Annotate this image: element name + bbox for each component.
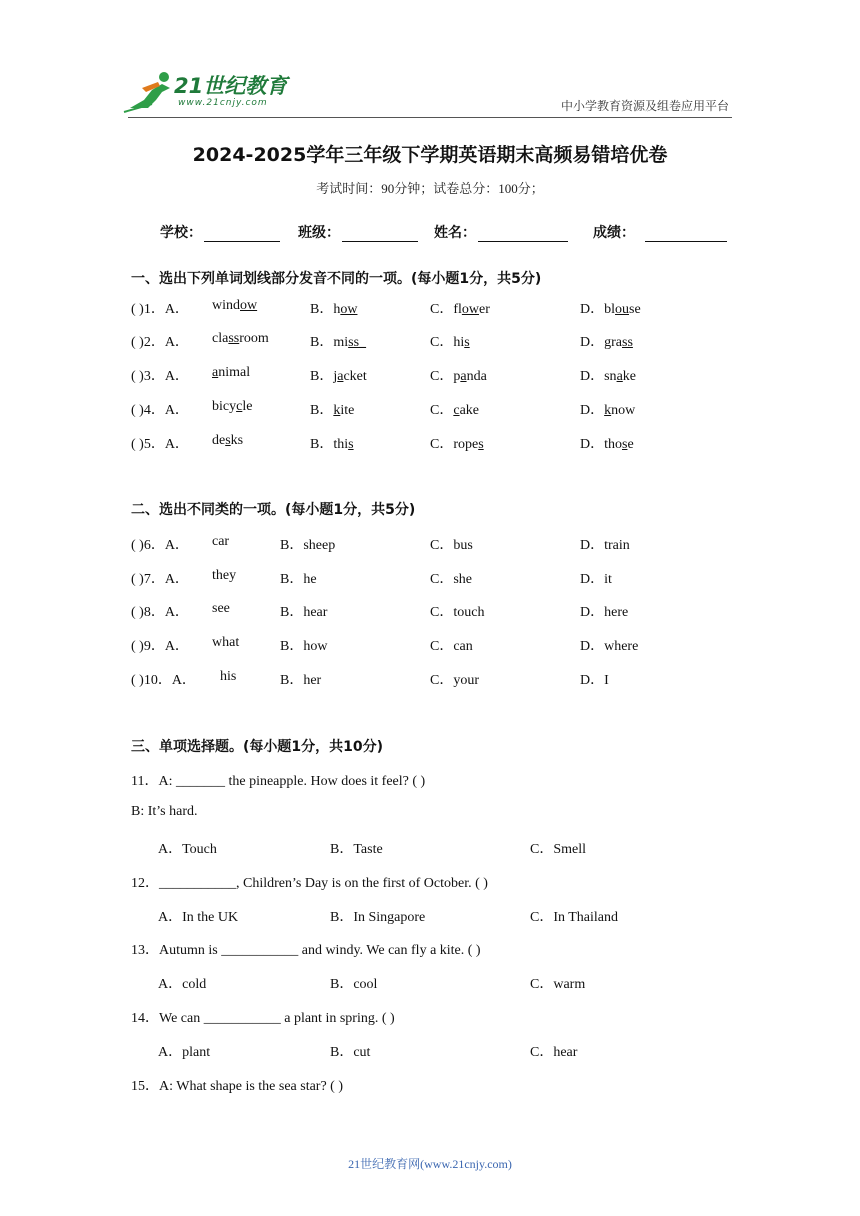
option-text: C．fl — [430, 302, 462, 317]
q12-option-a[interactable]: A．In the UK — [158, 910, 239, 925]
option-a[interactable]: car — [212, 534, 230, 549]
phonics-option[interactable] — [310, 298, 357, 318]
option-b[interactable]: B．hear — [280, 605, 328, 620]
underlined-letters: s — [225, 433, 231, 448]
question-number: ( )8．A． — [131, 605, 189, 620]
question-number: ( )7．A． — [131, 572, 189, 587]
q12-option-b[interactable]: B．In Singapore — [330, 910, 426, 925]
option-text: B．thi — [310, 437, 349, 452]
option-text: B．j — [310, 369, 338, 384]
underlined-letters: ss_ — [348, 335, 367, 350]
q11-option-b[interactable]: B．Taste — [330, 842, 383, 857]
phonics-option[interactable] — [430, 365, 487, 385]
section-2-title: 二、选出不同类的一项。(每小题1分，共5分) — [131, 502, 416, 518]
underlined-letters: ou — [615, 302, 629, 317]
option-text: nimal — [218, 365, 251, 380]
q12-option-c[interactable]: C．In Thailand — [530, 910, 619, 925]
underlined-letters: s — [478, 437, 484, 452]
logo-text: 21世纪教育 — [174, 74, 288, 98]
class-label: 班级： — [298, 225, 340, 241]
class-blank[interactable] — [342, 227, 418, 242]
question-13: 13．Autumn is ___________ and windy. We can fly a kite. ( ) — [131, 943, 481, 958]
option-text: D．gra — [580, 335, 622, 350]
question-number: ( )6．A． — [131, 538, 189, 553]
q14-option-a[interactable]: A．plant — [158, 1045, 211, 1060]
question-15: 15．A: What shape is the sea star? ( ) — [131, 1079, 344, 1094]
name-field[interactable] — [434, 222, 568, 242]
option-text: cla — [212, 331, 229, 346]
option-text: nda — [466, 369, 487, 384]
phonics-option[interactable] — [580, 365, 636, 385]
q11-option-c[interactable]: C．Smell — [530, 842, 587, 857]
phonics-option[interactable] — [430, 298, 490, 318]
underlined-letters: ow — [340, 302, 358, 317]
option-c[interactable]: C．she — [430, 572, 472, 587]
runner-logo-icon — [122, 70, 178, 114]
option-text: B．mi — [310, 335, 349, 350]
option-text: D． — [580, 403, 605, 418]
option-text: B．h — [310, 302, 341, 317]
underlined-letters: a — [337, 369, 344, 384]
underlined-letters: s — [348, 437, 354, 452]
question-number: ( )10．A． — [131, 673, 196, 688]
question-number: ( )3．A． — [131, 369, 189, 384]
section-1-title: 一、选出下列单词划线部分发音不同的一项。(每小题1分，共5分) — [131, 271, 542, 287]
phonics-option[interactable] — [310, 365, 367, 385]
underlined-letters: ss — [228, 331, 240, 346]
option-text: se — [629, 302, 641, 317]
phonics-option[interactable] — [212, 365, 250, 381]
q13-option-a[interactable]: A．cold — [158, 977, 207, 992]
option-text: wind — [212, 298, 240, 313]
option-c[interactable]: C．your — [430, 673, 479, 688]
score-label: 成绩： — [593, 225, 635, 241]
name-label: 姓名： — [434, 225, 476, 241]
underlined-letters: a — [212, 365, 219, 380]
phonics-option[interactable] — [580, 433, 634, 453]
option-d[interactable]: D．I — [580, 673, 609, 688]
phonics-option[interactable] — [212, 298, 257, 314]
option-d[interactable]: D．it — [580, 572, 612, 587]
option-text: C．p — [430, 369, 461, 384]
option-text: B． — [310, 403, 334, 418]
phonics-option[interactable] — [580, 298, 641, 318]
question-14: 14．We can ___________ a plant in spring. ( ) — [131, 1011, 395, 1026]
phonics-option[interactable] — [212, 433, 243, 449]
question-11: 11．A: _______ the pineapple. How does it feel? ( ) — [131, 774, 426, 789]
option-a[interactable]: see — [212, 601, 230, 616]
phonics-option[interactable] — [430, 331, 470, 351]
footer-site[interactable]: 21世纪教育网(www.21cnjy.com) — [348, 1157, 512, 1171]
option-text: now — [611, 403, 636, 418]
option-a[interactable]: they — [212, 568, 237, 583]
phonics-option[interactable] — [580, 331, 633, 351]
option-b[interactable]: B．he — [280, 572, 317, 587]
option-text: C． — [430, 403, 454, 418]
logo — [122, 70, 292, 114]
option-text: bicy — [212, 399, 237, 414]
school-field[interactable] — [160, 222, 280, 242]
option-text: e — [627, 437, 634, 452]
q13-option-b[interactable]: B．cool — [330, 977, 378, 992]
q11-option-a[interactable]: A．Touch — [158, 842, 217, 857]
question-number: ( )4．A． — [131, 403, 189, 418]
phonics-option[interactable] — [310, 399, 354, 419]
page-title: 2024-2025学年三年级下学期英语期末高频易错培优卷 — [192, 144, 668, 166]
school-blank[interactable] — [204, 227, 280, 242]
underlined-letters: s — [622, 437, 628, 452]
option-c[interactable]: C．can — [430, 639, 473, 654]
option-text: C．hi — [430, 335, 465, 350]
option-text: ks — [230, 433, 244, 448]
underlined-letters: k — [604, 403, 612, 418]
q13-option-c[interactable]: C．warm — [530, 977, 586, 992]
option-text: room — [239, 331, 269, 346]
header-divider — [128, 117, 732, 118]
underlined-letters: k — [333, 403, 341, 418]
section-3-title: 三、单项选择题。(每小题1分，共10分) — [131, 739, 384, 755]
question-number: ( )2．A． — [131, 335, 189, 350]
class-field[interactable] — [298, 222, 418, 242]
question-number: ( )9．A． — [131, 639, 189, 654]
name-blank[interactable] — [478, 227, 568, 242]
school-label: 学校： — [160, 225, 202, 241]
underlined-letters: ow — [461, 302, 480, 317]
option-d[interactable]: D．train — [580, 538, 630, 553]
option-text: D．tho — [580, 437, 622, 452]
option-text: D．bl — [580, 302, 615, 317]
exam-info: 考试时间：90分钟；试卷总分：100分； — [316, 181, 544, 196]
phonics-option[interactable] — [430, 399, 479, 419]
phonics-option[interactable] — [212, 331, 269, 347]
option-text: C．rope — [430, 437, 479, 452]
option-a[interactable]: his — [220, 669, 237, 684]
q14-option-b[interactable]: B．cut — [330, 1045, 371, 1060]
underlined-letters: ow — [240, 298, 258, 313]
option-b[interactable]: B．her — [280, 673, 322, 688]
option-d[interactable]: D．where — [580, 639, 639, 654]
phonics-option[interactable] — [212, 399, 252, 415]
option-text: de — [212, 433, 226, 448]
q14-option-c[interactable]: C．hear — [530, 1045, 578, 1060]
underlined-letters: ss — [622, 335, 633, 350]
option-text: ke — [622, 369, 636, 384]
phonics-option[interactable] — [580, 399, 635, 419]
option-text: ake — [459, 403, 479, 418]
question-12: 12．___________, Children’s Day is on the first of October. ( ) — [131, 876, 488, 891]
option-text: D．sn — [580, 369, 617, 384]
underlined-letters: c — [453, 403, 460, 418]
underlined-letters: c — [236, 399, 243, 414]
underlined-letters: s — [464, 335, 470, 350]
question-number: ( )5．A． — [131, 437, 189, 452]
option-text: cket — [343, 369, 367, 384]
phonics-option[interactable] — [310, 433, 354, 453]
phonics-option[interactable] — [310, 331, 366, 351]
option-text: ite — [340, 403, 355, 418]
logo-url: www.21cnjy.com — [178, 98, 268, 108]
score-field[interactable] — [593, 222, 727, 242]
option-c[interactable]: C．bus — [430, 538, 473, 553]
underlined-letters: a — [460, 369, 467, 384]
option-d[interactable]: D．here — [580, 605, 629, 620]
underlined-letters: a — [616, 369, 623, 384]
phonics-option[interactable] — [430, 433, 484, 453]
option-b[interactable]: B．sheep — [280, 538, 336, 553]
question-11-b: B: It’s hard. — [131, 804, 198, 819]
score-blank[interactable] — [645, 227, 727, 242]
option-b[interactable]: B．how — [280, 639, 328, 654]
option-text: le — [242, 399, 253, 414]
option-a[interactable]: what — [212, 635, 240, 650]
option-text: er — [479, 302, 490, 317]
question-number: ( )1．A． — [131, 302, 189, 317]
platform-name: 中小学教育资源及组卷应用平台 — [560, 99, 729, 113]
option-c[interactable]: C．touch — [430, 605, 485, 620]
